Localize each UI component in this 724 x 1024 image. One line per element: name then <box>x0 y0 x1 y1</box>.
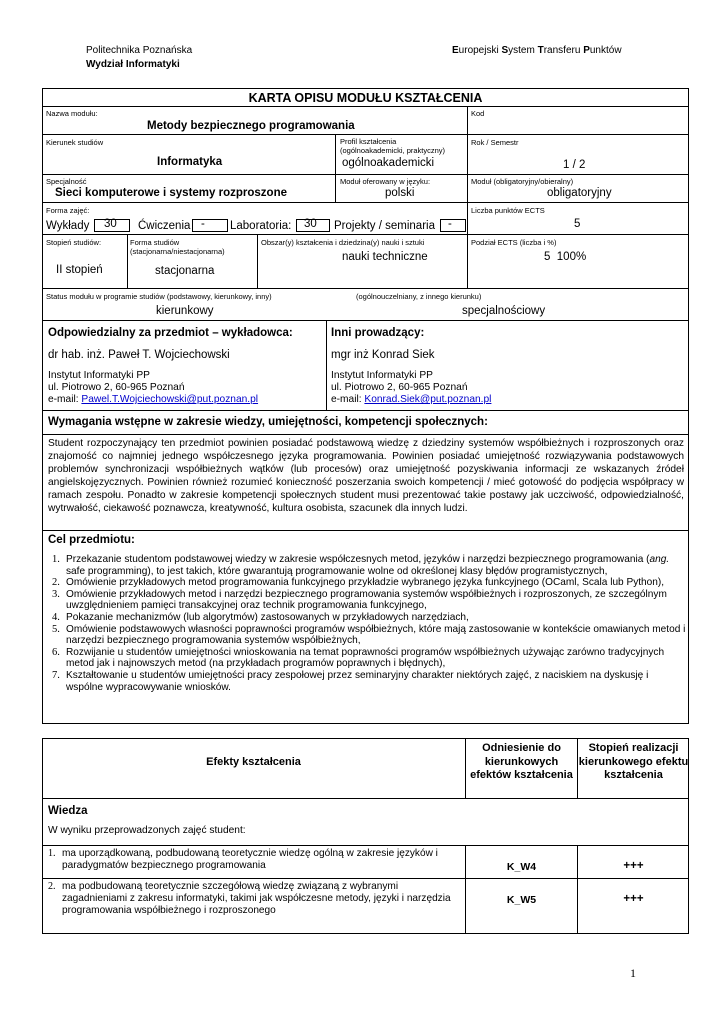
field-label: Kierunek studiów <box>46 138 104 147</box>
effects-col-header: Efekty kształcenia <box>206 756 301 768</box>
effect-text: ma podbudowaną teoretycznie szczegółową wiedzę związaną z wybranymi zagadnieniami z zakresu informatyki, takimi jak współczesne metody, języki i narzędzia programowania współbieżnego i rozproszonego <box>62 881 451 916</box>
goals-heading: Cel przedmiotu: <box>48 534 135 546</box>
level-col-header: Stopień realizacji kierunkowego efektu kształcenia <box>578 742 689 781</box>
study-level: II stopień <box>56 264 103 276</box>
year-semester: 1 / 2 <box>563 159 586 171</box>
responsible-heading: Odpowiedzialny za przedmiot – wykładowca: <box>48 327 293 339</box>
status-label: Status modułu w programie studiów (podstawowy, kierunkowy, inny) <box>46 292 272 301</box>
effects-intro: W wyniku przeprowadzonych zajęć student: <box>48 825 246 836</box>
language-label: Moduł oferowany w języku: <box>340 177 431 186</box>
ects-points-label: Liczba punktów ECTS <box>471 206 545 215</box>
language: polski <box>385 187 415 199</box>
study-form-label: Forma studiów (stacjonarna/niestacjonarna) <box>130 238 225 256</box>
responsible-email-label: e-mail: <box>48 394 82 405</box>
others-name: mgr inż Konrad Siek <box>331 349 435 361</box>
reference-col-header: Odniesienie do kierunkowych efektów kształcenia <box>470 742 573 781</box>
effect-text: ma uporządkowaną, podbudowaną teoretycznie wiedzę ogólną w zakresie języków i paradygmatów bezpiecznego programowania <box>62 848 438 871</box>
university-name: Politechnika Poznańska <box>86 45 193 56</box>
knowledge-section: Wiedza <box>48 805 88 817</box>
exercises-hours: - <box>201 218 205 230</box>
year-label: Rok / Semestr <box>471 138 519 147</box>
module-type: obligatoryjny <box>547 187 612 199</box>
effect-number: 1. <box>48 848 56 859</box>
goal-item: 5. Omówienie podstawowych własności poprawności programów współbieżnych, które mają zastosowanie w kontekście omawianych metod i narzędzi bezpiecznego programowania systemów współbieżnych, <box>52 623 686 647</box>
effect-number: 2. <box>48 881 56 892</box>
module-name: Metody bezpiecznego programowania <box>147 120 355 132</box>
ects-points: 5 <box>574 218 581 230</box>
page-number: 1 <box>630 966 636 980</box>
goal-item: 7. Kształtowanie u studentów umiejętności pracy zespołowej przez seminaryjny charakter niektórych zajęć, z naciskiem na dyskusję i wspólne wypracowywanie wniosków. <box>52 669 649 693</box>
goal-item: 6. Rozwijanie u studentów umiejętności wnioskowania na temat poprawności programów współbieżnych używając zarówno tradycyjnych metod jak i najnowszych metod (na przykładach programów poprawnych i błędnych), <box>52 646 665 670</box>
module-status-2: specjalnościowy <box>462 305 546 317</box>
level-label: Stopień studiów: <box>46 238 102 247</box>
goal-item: 1. Przekazanie studentom podstawowej wiedzy w zakresie współczesnych metod, języków i narzędzi bezpiecznego programowania (ang. safe programming), to jest takich, które gwarantują programowanie wolne od określonej klasy błędów programistycznych, <box>52 554 670 577</box>
module-type-label: Moduł (obligatoryjny/obieralny) <box>471 177 574 186</box>
responsible-name: dr hab. inż. Paweł T. Wojciechowski <box>48 349 230 361</box>
labs-hours: 30 <box>304 218 317 230</box>
faculty-name: Wydział Informatyki <box>86 59 180 70</box>
requirements-heading: Wymagania wstępne w zakresie wiedzy, umiejętności, kompetencji społecznych: <box>48 416 488 428</box>
ects-split-label: Podział ECTS (liczba i %) <box>471 238 557 247</box>
card-title: KARTA OPISU MODUŁU KSZTAŁCENIA <box>248 91 483 105</box>
others-institute: Instytut Informatyki PP <box>331 370 433 381</box>
goals-list <box>46 554 686 693</box>
responsible-address: ul. Piotrowo 2, 60-965 Poznań <box>48 382 185 393</box>
study-form: stacjonarna <box>155 265 215 277</box>
projects-label: Projekty / seminaria <box>334 220 435 232</box>
effect-level: +++ <box>623 893 644 905</box>
others-email-label: e-mail: <box>331 394 365 405</box>
effect-reference: K_W5 <box>506 894 537 906</box>
lectures-label: Wykłady <box>46 220 90 232</box>
specialty: Sieci komputerowe i systemy rozproszone <box>55 187 287 199</box>
module-status: kierunkowy <box>156 305 214 317</box>
module-name-label: Nazwa modułu: <box>46 109 98 118</box>
goal-item: 2. Omówienie przykładowych metod programowania funkcyjnego przykładzie wybranego języka funkcyjnego (OCaml, Scala lub Python), <box>52 577 665 589</box>
labs-label: Laboratoria: <box>230 220 292 232</box>
exercises-label: Ćwiczenia <box>138 220 191 232</box>
ects-split: 5 100% <box>544 251 587 263</box>
goal-item: 4. Pokazanie mechanizmów (lub algorytmów) zastosowanych w przykładowych narzędziach, <box>52 611 469 623</box>
others-email-link[interactable]: Konrad.Siek@put.poznan.pl <box>364 394 492 405</box>
lectures-hours: 30 <box>104 218 117 230</box>
goal-item: 3. Omówienie przykładowych metod i narzędzi bezpiecznego programowania systemów współbieżnych i rozproszonych, ze szczególnym uwzględnieniem pamięci transakcyjnej oraz technik programowania funkcyjnego, <box>52 588 667 612</box>
code-label: Kod <box>471 109 485 118</box>
field-of-study: Informatyka <box>157 156 223 168</box>
profile-label: Profil kształcenia (ogólnoakademicki, praktyczny) <box>340 137 446 155</box>
forms-label: Forma zajęć: <box>46 206 90 215</box>
status-label-2: (ogólnouczelniany, z innego kierunku) <box>356 292 482 301</box>
area-of-study: nauki techniczne <box>342 251 428 263</box>
specialty-label: Specjalność <box>46 177 87 186</box>
effect-level: +++ <box>623 860 644 872</box>
projects-hours: - <box>448 218 452 230</box>
responsible-email-link[interactable]: Pawel.T.Wojciechowski@put.poznan.pl <box>81 394 259 405</box>
others-heading: Inni prowadzący: <box>331 327 425 339</box>
others-address: ul. Piotrowo 2, 60-965 Poznań <box>331 382 468 393</box>
ects-title: Europejski System Transferu Punktów <box>452 45 622 56</box>
effect-reference: K_W4 <box>506 861 537 873</box>
responsible-institute: Instytut Informatyki PP <box>48 370 150 381</box>
profile: ogólnoakademicki <box>342 157 435 169</box>
requirements-text: Student rozpoczynający ten przedmiot powinien posiadać podstawową wiedzę z dziedziny systemów współbieżnych i rozproszonych oraz znajomość co najmniej jednego współczesnego języka programowania. Powinien posiadać umiejętność rozwiązywania podstawowych problemów synchronizacji współbieżnych wątków (lub procesów) oraz umiejętność pozyskiwania informacji ze wskazanych źródeł angielskojęzycznych. Powinien również rozumieć konieczność poszerzania swoich kompetencji / mieć gotowość do podjęcia współpracy w ramach zespołu. Ponadto w zakresie kompetencji społecznych student musi prezentować takie postawy jak uczciwość, odpowiedzialność, wytrwałość, ciekawość poznawcza, kreatywność, kultura osobista, szacunek dla innych ludzi. <box>48 438 684 514</box>
area-label: Obszar(y) kształcenia i dziedzina(y) nauki i sztuki <box>261 238 425 247</box>
